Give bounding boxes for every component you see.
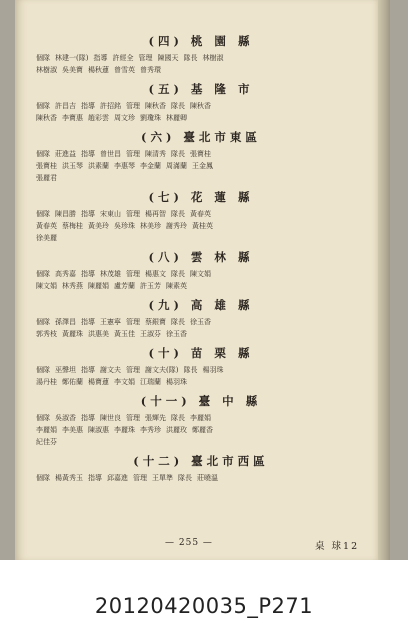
roster-line (36, 280, 366, 292)
roster-entry: 洪素蘭 (88, 162, 109, 170)
roster-line (36, 172, 366, 184)
section-title: (四) 桃 園 縣 (148, 34, 254, 48)
roster-section (36, 30, 366, 76)
section-title: (九) 高 雄 縣 (148, 298, 254, 312)
roster-entry: 王金鳳 (192, 162, 213, 170)
section-title: (十一) 臺 中 縣 (140, 394, 262, 408)
roster-entry: 張麗君 (36, 174, 57, 182)
roster-entry: 管理 (126, 102, 140, 110)
roster-entry: 王單準 (152, 474, 173, 482)
roster-entry: 陳麗娟 (88, 282, 109, 290)
roster-entry: 黃美玲 (88, 222, 109, 230)
roster-entry: 洪惠美 (88, 330, 109, 338)
roster-entry: 林樹淑 (202, 54, 224, 62)
roster-line (36, 52, 366, 64)
roster-entry: 指導 (81, 414, 95, 422)
roster-entry: 管理 (126, 270, 140, 278)
roster-entry: 隊長 (183, 366, 198, 374)
section-title: (八) 雲 林 縣 (148, 250, 254, 264)
roster-entry: 徐玉香 (190, 318, 211, 326)
roster-entry: 陳素英 (166, 282, 187, 290)
roster-entry: 黃麗珠 (62, 330, 83, 338)
roster-entry: 李麗娟 (36, 426, 57, 434)
roster-entry: 指導 (81, 102, 95, 110)
roster-entry: 徐美麗 (36, 234, 57, 242)
roster-entry: 黃桂英 (192, 222, 213, 230)
roster-section (36, 126, 366, 184)
roster-section (36, 78, 366, 124)
roster-entry: 隊長 (171, 270, 185, 278)
roster-entry: 周滿蘭 (166, 162, 187, 170)
roster-line (36, 436, 366, 448)
roster-entry: 陳國天 (157, 54, 179, 62)
roster-entry: 許招銘 (100, 102, 121, 110)
roster-entry: 李麗娟 (190, 414, 211, 422)
roster-content (36, 30, 366, 486)
roster-entry: 高秀嘉 (55, 270, 76, 278)
roster-section (36, 342, 366, 388)
roster-line (36, 220, 366, 232)
roster-entry: 管理 (138, 54, 153, 62)
roster-entry: 個隊 (36, 366, 50, 374)
roster-line (36, 100, 366, 112)
roster-entry: 曾雪英 (114, 66, 135, 74)
roster-entry: 林茂雄 (100, 270, 121, 278)
roster-entry: 指導 (81, 366, 95, 374)
roster-line (36, 364, 366, 376)
roster-entry: 管理 (126, 366, 140, 374)
roster-entry: 徐玉香 (166, 330, 187, 338)
roster-section (36, 294, 366, 340)
roster-entry: 個隊 (36, 210, 50, 218)
roster-entry: 孫澤昌 (55, 318, 76, 326)
roster-entry: 陳清秀 (145, 150, 166, 158)
roster-entry: 李文娟 (114, 378, 135, 386)
roster-entry: 曾世昌 (100, 150, 121, 158)
roster-line (36, 208, 366, 220)
roster-line (36, 148, 366, 160)
roster-entry: 蔡梅桂 (62, 222, 83, 230)
roster-entry: 個隊 (36, 270, 50, 278)
roster-entry: 林美珍 (140, 222, 161, 230)
roster-entry: 指導 (81, 270, 95, 278)
roster-entry: 江瑞蘭 (140, 378, 161, 386)
roster-entry: 李惠琴 (114, 162, 135, 170)
roster-entry: 周文珍 (114, 114, 135, 122)
roster-entry: 管理 (126, 414, 140, 422)
roster-line (36, 112, 366, 124)
roster-entry: 巫聲坦 (55, 366, 76, 374)
roster-entry: 指導 (81, 150, 95, 158)
roster-entry: 楊寶蓮 (88, 378, 109, 386)
roster-line (36, 232, 366, 244)
roster-entry: 湯丹桂 (36, 378, 57, 386)
roster-entry: 林樹淑 (36, 66, 57, 74)
roster-entry: 邱嘉進 (107, 474, 128, 482)
roster-entry: 紀佳芬 (36, 438, 57, 446)
section-title: (六) 臺北市東區 (141, 130, 261, 144)
roster-entry: 謝秀玲 (166, 222, 187, 230)
roster-entry: 個隊 (36, 318, 50, 326)
roster-entry: 吳美寶 (62, 66, 83, 74)
roster-entry: 李寶惠 (62, 114, 83, 122)
roster-entry: 個隊 (36, 150, 50, 158)
roster-entry: 陳秋香 (190, 102, 211, 110)
roster-entry: 個隊 (36, 54, 50, 62)
page-number: — 255 — (165, 538, 213, 548)
section-title: (十二) 臺北市西區 (133, 454, 269, 468)
roster-entry: 黃春英 (36, 222, 57, 230)
roster-entry: 劉瓊珠 (140, 114, 161, 122)
roster-entry: 李金蘭 (140, 162, 161, 170)
section-title: (七) 花 蓮 縣 (148, 190, 254, 204)
roster-entry: 楊再智 (145, 210, 166, 218)
roster-entry: 李秀珍 (140, 426, 161, 434)
roster-entry: 指導 (93, 54, 108, 62)
roster-entry: 隊長 (171, 102, 185, 110)
roster-entry: 陳文娟 (190, 270, 211, 278)
roster-line (36, 376, 366, 388)
roster-entry: 隊長 (178, 474, 192, 482)
roster-entry: 盧芳蘭 (114, 282, 135, 290)
roster-entry: 隊長 (171, 210, 185, 218)
roster-line (36, 316, 366, 328)
roster-entry: 指導 (81, 318, 95, 326)
roster-entry: 林建一(隊) (55, 54, 89, 62)
roster-entry: 莊進益 (55, 150, 76, 158)
roster-entry: 鄭麗香 (192, 426, 213, 434)
roster-entry: 陳秋香 (36, 114, 57, 122)
roster-entry: 李美惠 (62, 426, 83, 434)
roster-entry: 林秀燕 (62, 282, 83, 290)
roster-entry: 王淑芬 (140, 330, 161, 338)
roster-entry: 陳昌勝 (55, 210, 76, 218)
roster-entry: 陳秋香 (145, 102, 166, 110)
roster-entry: 宋東山 (100, 210, 121, 218)
roster-entry: 個隊 (36, 414, 50, 422)
page-edge (378, 0, 390, 560)
roster-line (36, 160, 366, 172)
roster-section (36, 246, 366, 292)
roster-entry: 郭秀枝 (36, 330, 57, 338)
roster-entry: 吳淑香 (55, 414, 76, 422)
roster-entry: 李麗珠 (114, 426, 135, 434)
roster-entry: 吳珍珠 (114, 222, 135, 230)
page-footer (15, 538, 375, 552)
roster-entry: 謝文夫 (100, 366, 121, 374)
roster-line (36, 412, 366, 424)
roster-entry: 洪麗玫 (166, 426, 187, 434)
roster-line (36, 268, 366, 280)
roster-entry: 楊羽珠 (202, 366, 224, 374)
roster-entry: 楊秋蓮 (88, 66, 109, 74)
roster-entry: 個隊 (36, 102, 50, 110)
roster-entry: 張寶桂 (36, 162, 57, 170)
roster-entry: 洪玉琴 (62, 162, 83, 170)
roster-entry: 陳文娟 (36, 282, 57, 290)
roster-entry: 趙彩雲 (88, 114, 109, 122)
section-title: (五) 基 隆 市 (148, 82, 254, 96)
roster-entry: 莊曉溫 (197, 474, 218, 482)
roster-entry: 許經全 (112, 54, 134, 62)
roster-entry: 管理 (126, 150, 140, 158)
roster-line (36, 472, 366, 484)
roster-entry: 隊長 (171, 318, 185, 326)
section-title: (十) 苗 栗 縣 (148, 346, 254, 360)
roster-entry: 蔡銀寶 (145, 318, 166, 326)
roster-entry: 隊長 (171, 414, 185, 422)
roster-entry: 曾秀環 (140, 66, 161, 74)
roster-entry: 陳世良 (100, 414, 121, 422)
roster-entry: 謝文夫(隊) (145, 366, 179, 374)
section-tag: 桌 球12 (315, 541, 360, 552)
roster-entry: 楊羽珠 (166, 378, 187, 386)
roster-entry: 楊黃秀玉 (55, 474, 83, 482)
roster-entry: 指導 (88, 474, 102, 482)
roster-entry: 許玉芳 (140, 282, 161, 290)
roster-entry: 管理 (126, 318, 140, 326)
roster-entry: 林麗卿 (166, 114, 187, 122)
roster-entry: 隊長 (183, 54, 198, 62)
roster-entry: 張寶桂 (190, 150, 211, 158)
roster-entry: 黃春英 (190, 210, 211, 218)
roster-entry: 鄭佑蘭 (62, 378, 83, 386)
roster-entry: 隊長 (171, 150, 185, 158)
roster-entry: 管理 (126, 210, 140, 218)
roster-line (36, 328, 366, 340)
roster-line (36, 64, 366, 76)
roster-entry: 陳淑惠 (88, 426, 109, 434)
image-caption: 20120420035_P271 (94, 594, 314, 618)
roster-entry: 許昌吉 (55, 102, 76, 110)
roster-entry: 楊惠文 (145, 270, 166, 278)
roster-entry: 指導 (81, 210, 95, 218)
roster-section (36, 390, 366, 448)
roster-line (36, 424, 366, 436)
roster-entry: 張輝先 (145, 414, 166, 422)
roster-entry: 王憲寧 (100, 318, 121, 326)
roster-entry: 管理 (133, 474, 147, 482)
roster-section (36, 450, 366, 484)
roster-section (36, 186, 366, 244)
roster-entry: 個隊 (36, 474, 50, 482)
roster-entry: 黃玉佳 (114, 330, 135, 338)
